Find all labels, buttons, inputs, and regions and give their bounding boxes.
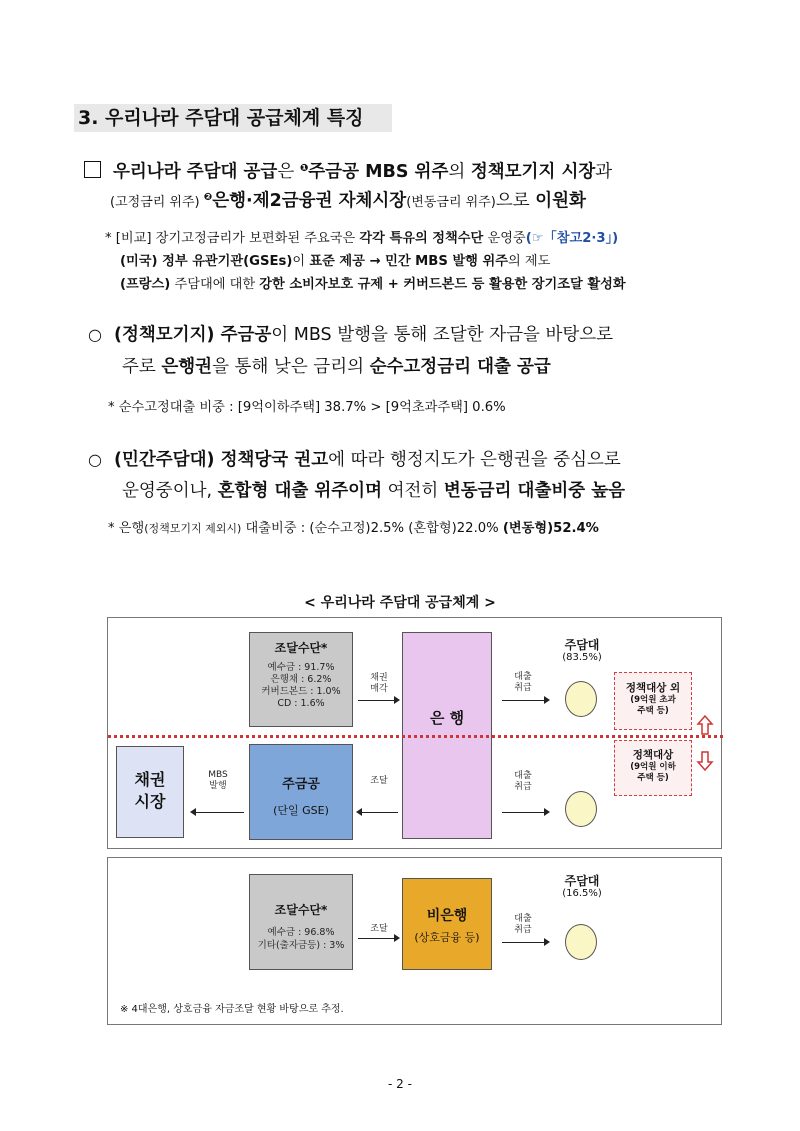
funding-arrow: [360, 812, 398, 813]
policy-in-box: 정책대상 (9억원 이하 주택 등): [614, 740, 692, 796]
para3-note: * 은행(정책모기지 제외시) 대출비중 : (순수고정)2.5% (혼합형)22.0% (변동형)52.4%: [108, 521, 599, 536]
para3-line1: ○ (민간주담대) 정책당국 권고에 따라 행정지도가 은행권을 중심으로: [88, 450, 621, 470]
policy-divider-line: [108, 735, 723, 738]
arrowhead-right-icon: [544, 808, 550, 816]
loan-arrow-upper: [502, 700, 548, 701]
para1-line1: 우리나라 주담대 공급은 $^❶$주금공 MBS 위주의 정책모기지 시장과: [84, 157, 612, 184]
note1-line2: (미국) 정부 유관기관(GSEs)이 표준 제공 → 민간 MBS 발행 위주의 제도: [120, 254, 551, 269]
arrowhead-left-icon: [190, 808, 196, 816]
bank-funding-item: 은행채 : 6.2%: [270, 674, 332, 685]
para2-line1: ○ (정책모기지) 주금공이 MBS 발행을 통해 조달한 자금을 바탕으로: [88, 325, 614, 345]
nonbank-funding-box: [249, 874, 353, 970]
para3-line2: 운영중이나, 혼합형 대출 위주이며 여전히 변동금리 대출비중 높음: [122, 481, 626, 501]
funding-arrow-nonbank: [358, 938, 398, 939]
diagram-footnote: ※ 4대은행, 상호금융 자금조달 현황 바탕으로 추정.: [120, 1004, 344, 1015]
mortgage-nonbank-share: (16.5%): [562, 888, 602, 899]
hf-box: [249, 744, 353, 840]
hf-title: 주금공: [282, 777, 320, 792]
page-number: - 2 -: [388, 1077, 412, 1091]
mortgage-top-share: (83.5%): [562, 652, 602, 663]
hf-sub: (단일 GSE): [273, 804, 329, 817]
mortgage-egg-lower: [565, 791, 597, 827]
policy-out-box: 정책대상 외 (9억원 초과 주택 등): [614, 672, 692, 730]
bank-funding-item: 예수금 : 91.7%: [267, 662, 335, 673]
mortgage-top-title: 주담대: [564, 638, 600, 652]
mbs-arrow: [194, 812, 244, 813]
para2-line2: 주로 은행권을 통해 낮은 금리의 순수고정금리 대출 공급: [122, 357, 551, 377]
nonbank-funding-item: 기타(출자금등) : 3%: [257, 940, 345, 951]
mbs-issue-label: MBS 발행: [208, 770, 228, 791]
mortgage-egg-upper: [565, 681, 597, 717]
bond-sale-arrow: [358, 700, 398, 701]
note1-line3: (프랑스) 주담대에 대한 강한 소비자보호 규제 + 커버드본드 등 활용한 장기조달 활성화: [120, 277, 626, 292]
bank-label: 은 행: [429, 709, 465, 727]
loan-arrow-lower: [502, 812, 548, 813]
funding-label: 조달: [370, 776, 388, 786]
para1-line2: (고정금리 위주) $^❷$은행·제2금융권 자체시장(변동금리 위주)으로 이원화: [110, 191, 586, 211]
nonbank-title: 비은행: [426, 908, 468, 924]
section-title: 3. 우리나라 주담대 공급체계 특징: [74, 104, 392, 132]
loan-arrow-nonbank: [502, 942, 548, 943]
arrowhead-right-icon: [394, 934, 400, 942]
bank-funding-title: 조달수단*: [274, 641, 328, 655]
arrowhead-right-icon: [394, 696, 400, 704]
diagram-upper-frame: [107, 617, 722, 849]
nonbank-box: [402, 878, 492, 970]
mortgage-nonbank-title: 주담대: [564, 874, 600, 888]
bond-market-box: 채권 시장: [116, 746, 184, 838]
funding-label-nonbank: 조달: [370, 924, 388, 934]
arrowhead-right-icon: [544, 696, 550, 704]
bond-sale-label: 채권 매각: [370, 673, 388, 694]
diagram-lower-frame: [107, 857, 722, 1025]
para2-note: * 순수고정대출 비중 : [9억이하주택] 38.7% > [9억초과주택] 0.6%: [108, 400, 506, 415]
loan-label-nonbank: 대출 취급: [514, 914, 532, 935]
bank-funding-item: CD : 1.6%: [277, 698, 325, 709]
diagram-title: < 우리나라 주담대 공급체계 >: [304, 595, 496, 611]
bank-funding-item: 커버드본드 : 1.0%: [261, 686, 341, 697]
arrowhead-right-icon: [544, 938, 550, 946]
checkbox-square-icon: [84, 161, 101, 178]
nonbank-funding-item: 예수금 : 96.8%: [267, 927, 335, 938]
nonbank-sub: (상호금융 등): [414, 931, 480, 944]
nonbank-funding-title: 조달수단*: [274, 903, 328, 917]
up-down-arrows-icon: [696, 714, 714, 772]
loan-label-lower: 대출 취급: [514, 771, 532, 792]
mortgage-egg-nonbank: [565, 924, 597, 960]
loan-label-upper: 대출 취급: [514, 672, 532, 693]
bank-funding-box: [249, 632, 353, 727]
note1-line1: * [비교] 장기고정금리가 보편화된 주요국은 각각 특유의 정책수단 운영중(☞「참고2·3」): [105, 231, 619, 246]
arrowhead-left-icon: [356, 808, 362, 816]
